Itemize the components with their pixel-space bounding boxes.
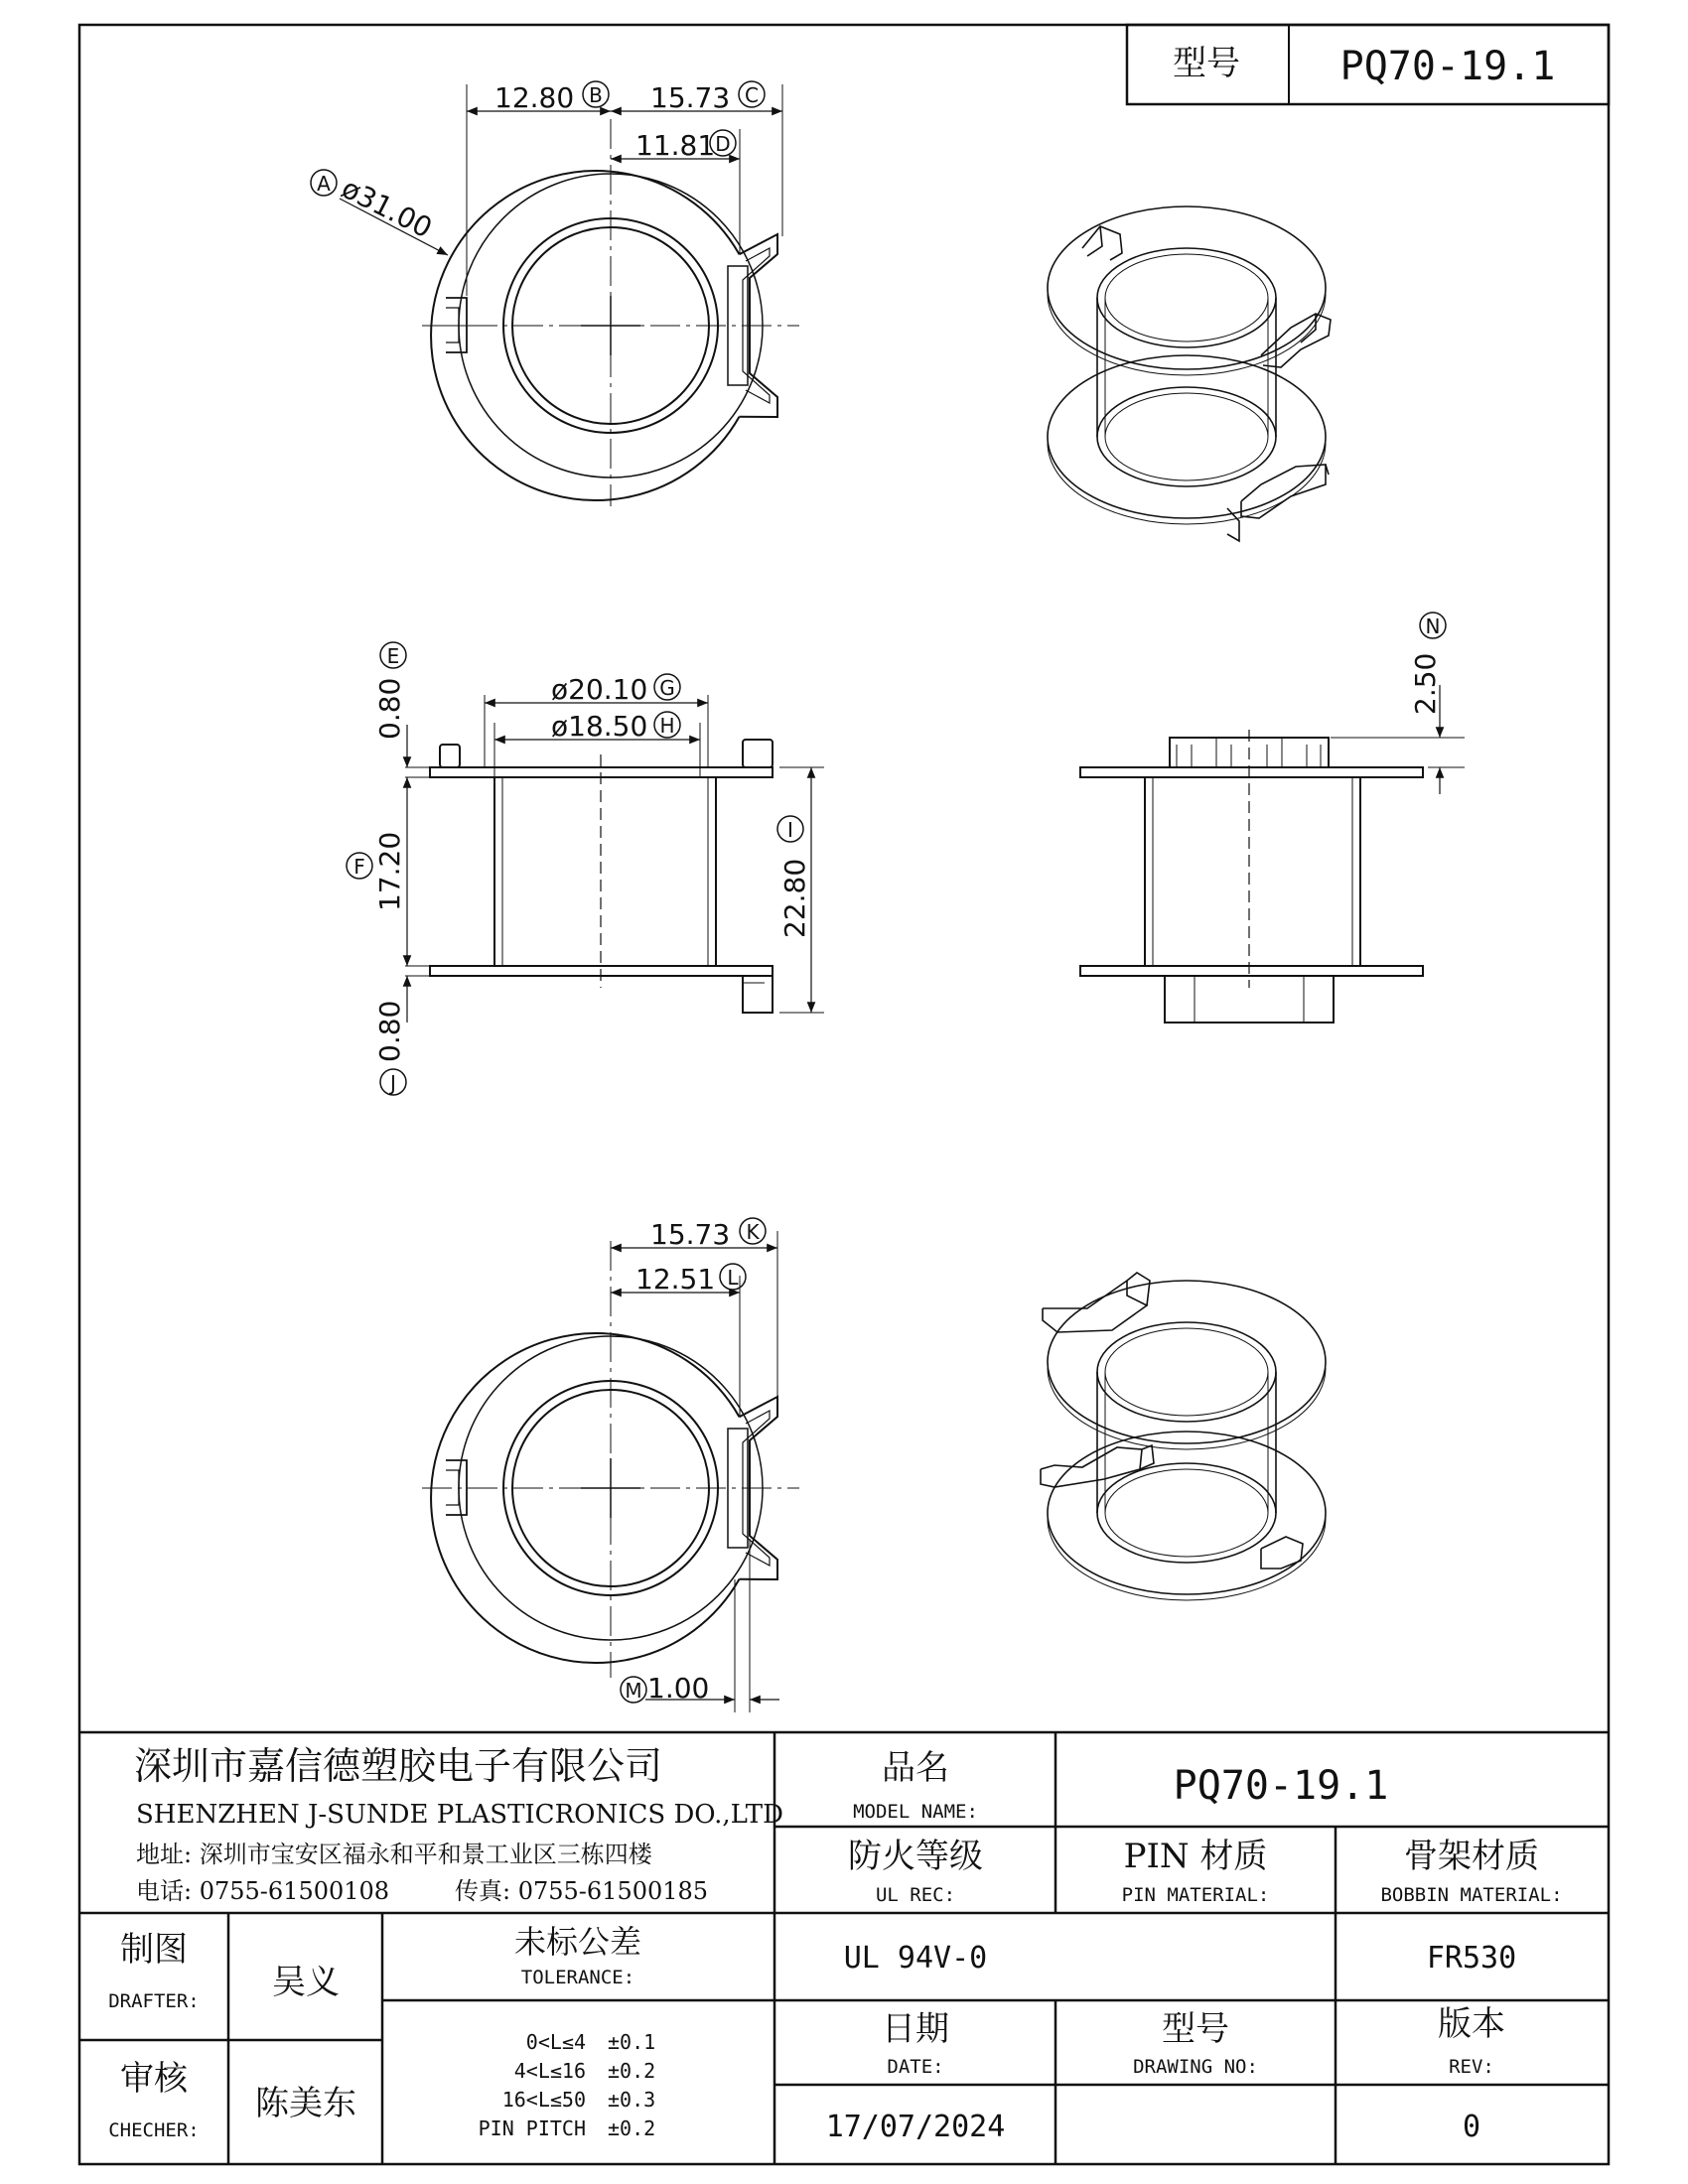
title-block-company [134,1744,783,1905]
pin-material-cn: PIN 材质 [1123,1837,1268,1876]
bottom-view [422,1231,799,1712]
dim-bottom-pin-w: 1.00 [647,1672,710,1705]
ul-rec-cn: 防火等级 [848,1837,983,1876]
tolerance-range: PIN PITCH [478,2116,586,2140]
model-name-en: MODEL NAME: [853,1801,978,1823]
tag-b: B [589,83,603,107]
company-name-en: SHENZHEN J-SUNDE PLASTICRONICS DO.,LTD [136,1800,783,1830]
tag-n: N [1425,614,1441,638]
dim-top-d-outer: ø31.00 [336,171,438,245]
tag-g: G [659,676,675,700]
model-name-cn: 品名 [882,1748,949,1788]
dim-top-w-left: 12.80 [494,81,575,114]
company-address: 地址: 深圳市宝安区福永和平和景工业区三栋四楼 [136,1841,652,1868]
company-phone: 电话: 0755-61500108 [136,1877,390,1905]
iso-view-2 [1041,1273,1326,1600]
dim-side-d-inner: ø18.50 [551,710,648,743]
tag-f: F [353,855,365,879]
ul-rec-value: UL 94V-0 [843,1941,988,1976]
tag-k: K [746,1220,760,1244]
tag-a: A [317,172,331,196]
pin-material-en: PIN MATERIAL: [1121,1884,1270,1906]
model-name-value: PQ70-19.1 [1173,1763,1389,1809]
drawing-no-en: DRAWING NO: [1133,2056,1258,2078]
tolerance-value: ±0.3 [608,2088,656,2112]
dim-top-w-right: 15.73 [650,81,731,114]
tolerance-cn: 未标公差 [513,1923,642,1961]
company-name-cn: 深圳市嘉信德塑胶电子有限公司 [134,1744,663,1788]
tolerance-range: 16<L≤50 [501,2088,586,2112]
drafter-en: DRAFTER: [108,1990,200,2012]
bobbin-material-en: BOBBIN MATERIAL: [1380,1884,1563,1906]
dim-side-t-top: 0.80 [373,677,406,740]
side-view [405,695,824,1023]
tag-m: M [625,1679,642,1703]
tag-c: C [745,83,759,107]
tag-h: H [659,714,675,738]
checker-cn: 审核 [120,2059,188,2099]
dim-side-h-inner: 17.20 [373,831,406,911]
tolerance-value: ±0.1 [608,2030,656,2054]
dim-top-w-inner: 11.81 [635,129,716,162]
dim-side-pin-h: 2.50 [1409,652,1442,715]
bobbin-material-value: FR530 [1426,1941,1517,1976]
tolerance-table [479,2030,656,2140]
tag-d: D [715,132,731,156]
top-view-labels [311,81,765,244]
header-model-value: PQ70-19.1 [1339,44,1556,89]
company-fax: 传真: 0755-61500185 [455,1877,709,1905]
date-value: 17/07/2024 [825,2110,1006,2144]
rev-en: REV: [1449,2056,1494,2078]
ul-rec-en: UL REC: [875,1884,956,1906]
dim-side-d-outer: ø20.10 [551,673,648,706]
rev-value: 0 [1462,2110,1481,2144]
side-view-right-labels [1409,613,1446,715]
dim-bottom-w-inner: 12.51 [635,1263,716,1296]
tag-e: E [386,644,400,668]
dim-bottom-w-right: 15.73 [650,1218,731,1251]
iso-view-1 [1048,206,1331,541]
tolerance-range: 4<L≤16 [513,2059,586,2083]
tolerance-value: ±0.2 [608,2116,656,2140]
tolerance-range: 0<L≤4 [525,2030,586,2054]
tag-l: L [727,1266,739,1290]
header-model-label: 型号 [1173,44,1240,83]
dim-side-t-bottom: 0.80 [373,1000,406,1062]
tag-i: I [787,818,793,842]
drafter-name: 吴义 [272,1963,340,2002]
header-box [1127,25,1609,104]
rev-cn: 版本 [1438,2004,1505,2044]
side-view-labels [347,642,811,1095]
dim-side-h-total: 22.80 [778,858,811,938]
date-en: DATE: [887,2056,944,2078]
checker-en: CHECHER: [108,2119,200,2141]
drawing-no-cn: 型号 [1162,2009,1229,2049]
tolerance-en: TOLERANCE: [520,1967,635,1988]
drafter-cn: 制图 [120,1930,188,1970]
side-view-right [1080,685,1465,1023]
checker-name: 陈美东 [255,2084,356,2123]
date-cn: 日期 [882,2009,949,2049]
tag-j: J [390,1071,396,1095]
tolerance-value: ±0.2 [608,2059,656,2083]
bobbin-material-cn: 骨架材质 [1404,1837,1539,1876]
